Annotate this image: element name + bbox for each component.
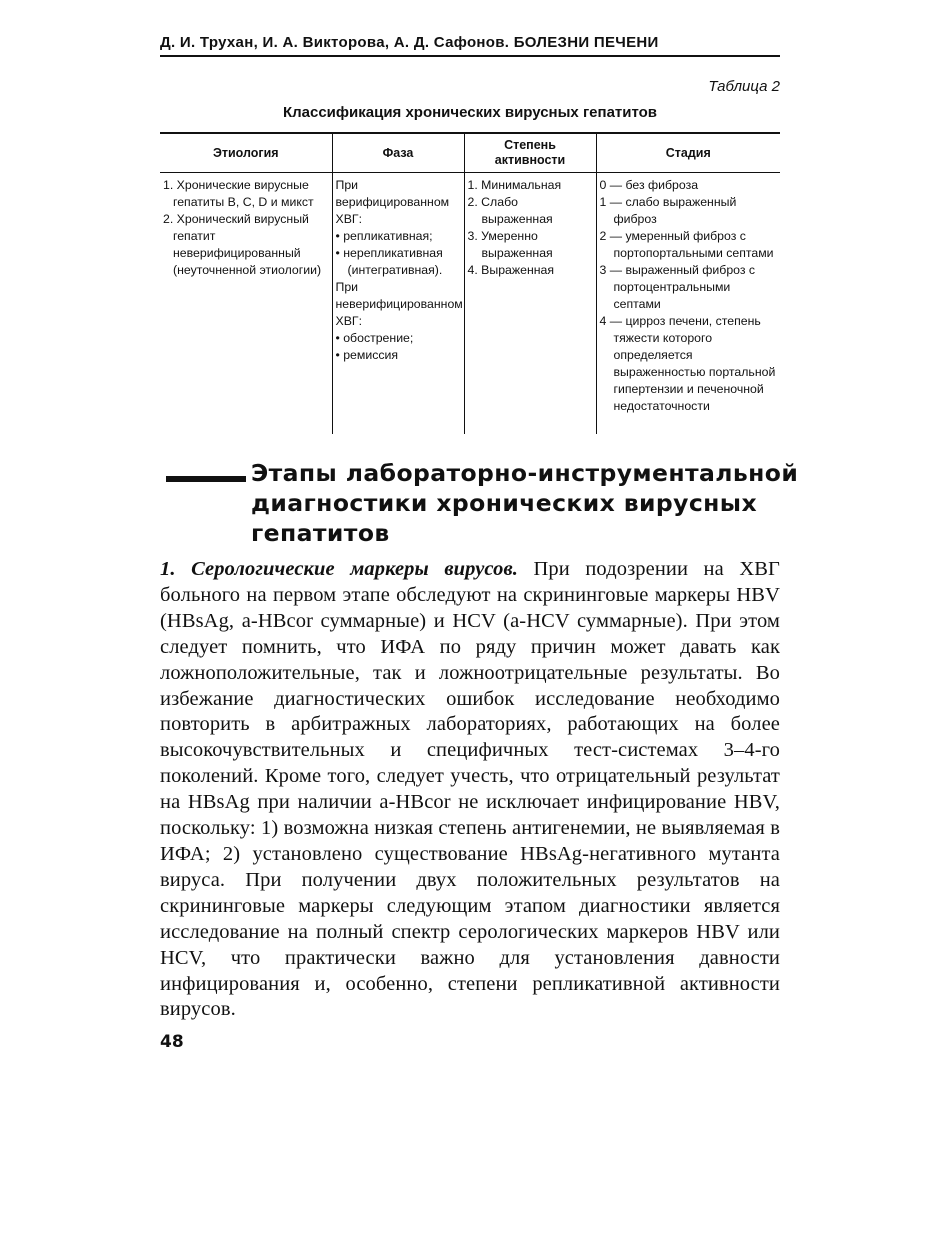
classification-table (160, 132, 780, 434)
stage-item: 4 — цирроз печени, степень тяжести которого определяется выраженностью портальной гипертензии и печеночной недостаточности (599, 314, 776, 413)
activity-item: 4. Выраженная (467, 263, 555, 277)
header-rule (160, 55, 780, 57)
body-paragraph (160, 557, 780, 1023)
table-row (160, 173, 780, 435)
phase-unverified-label: При неверифицированном ХВГ: (335, 280, 463, 328)
activity-item: 1. Минимальная (467, 178, 562, 192)
column-header-phase: Фаза (332, 133, 464, 173)
phase-item: • ремиссия (335, 348, 399, 362)
paragraph-text: При подозрении на ХВГ больного на первом этапе обследуют на скрининговые маркеры HBV (HBsAg, a-HBcor суммарные) и HCV (a-HCV суммарные). При этом следует помнить, что ИФА по ряду причин может давать как ложноположительные, так и ложноотрицательные результаты. Во избежание диагностических ошибок исследование необходимо повторить в арбитражных лабораториях, работающих на более высокочувствительных и специфичных тест-системах 3–4-го поколений. Кроме того, следует учесть, что отрицательный результат на HBsAg при наличии a-HBcor не исключает инфицирование HBV, поскольку: 1) возможна низкая степень антигенемии, не выявляемая в ИФА; 2) установлено существование HBsAg-негативного мутанта вируса. При получении двух положительных результатов на скрининговые маркеры следующим этапом диагностики является исследование на полный спектр серологических маркеров HBV или HCV, что практически важно для установления давности инфицирования и, особенно, степени репликативной активности вирусов. (160, 558, 780, 1021)
etiology-cell (160, 173, 332, 435)
table-caption: Классификация хронических вирусных гепатитов (282, 104, 658, 121)
stage-cell (596, 173, 780, 435)
section-marker-bar (166, 476, 246, 482)
phase-verified-label: При верифицированном ХВГ: (335, 178, 450, 226)
etiology-item: 1. Хронические вирусные гепатиты B, C, D и микст (163, 178, 314, 209)
table-label: Таблица 2 (708, 78, 780, 95)
phase-cell (332, 173, 464, 435)
page-number: 48 (160, 1032, 184, 1052)
section-heading: Этапы лабораторно-инструментальной диагностики хронических вирусных гепатитов (251, 459, 799, 547)
column-header-activity: Степень активности (464, 133, 596, 173)
phase-item: • репликативная; (335, 229, 433, 243)
column-header-etiology: Этиология (160, 133, 332, 173)
activity-item: 2. Слабо выраженная (467, 195, 553, 226)
table-header-row (160, 133, 780, 173)
running-header: Д. И. Трухан, И. А. Викторова, А. Д. Сафонов. БОЛЕЗНИ ПЕЧЕНИ (160, 34, 659, 51)
column-header-stage: Стадия (596, 133, 780, 173)
stage-item: 2 — умеренный фиброз с портопортальными септами (599, 229, 774, 260)
activity-item: 3. Умеренно выраженная (467, 229, 553, 260)
paragraph-lead: 1. Серологические маркеры вирусов. (160, 558, 518, 580)
stage-item: 1 — слабо выраженный фиброз (599, 195, 737, 226)
phase-item: • нерепликативная (интегративная). (335, 246, 443, 277)
stage-item: 0 — без фиброза (599, 178, 699, 192)
etiology-item: 2. Хронический вирусный гепатит неверифицированный (неуточненной этиологии) (163, 212, 322, 277)
stage-item: 3 — выраженный фиброз с портоцентральными септами (599, 263, 756, 311)
phase-item: • обострение; (335, 331, 414, 345)
activity-cell (464, 173, 596, 435)
